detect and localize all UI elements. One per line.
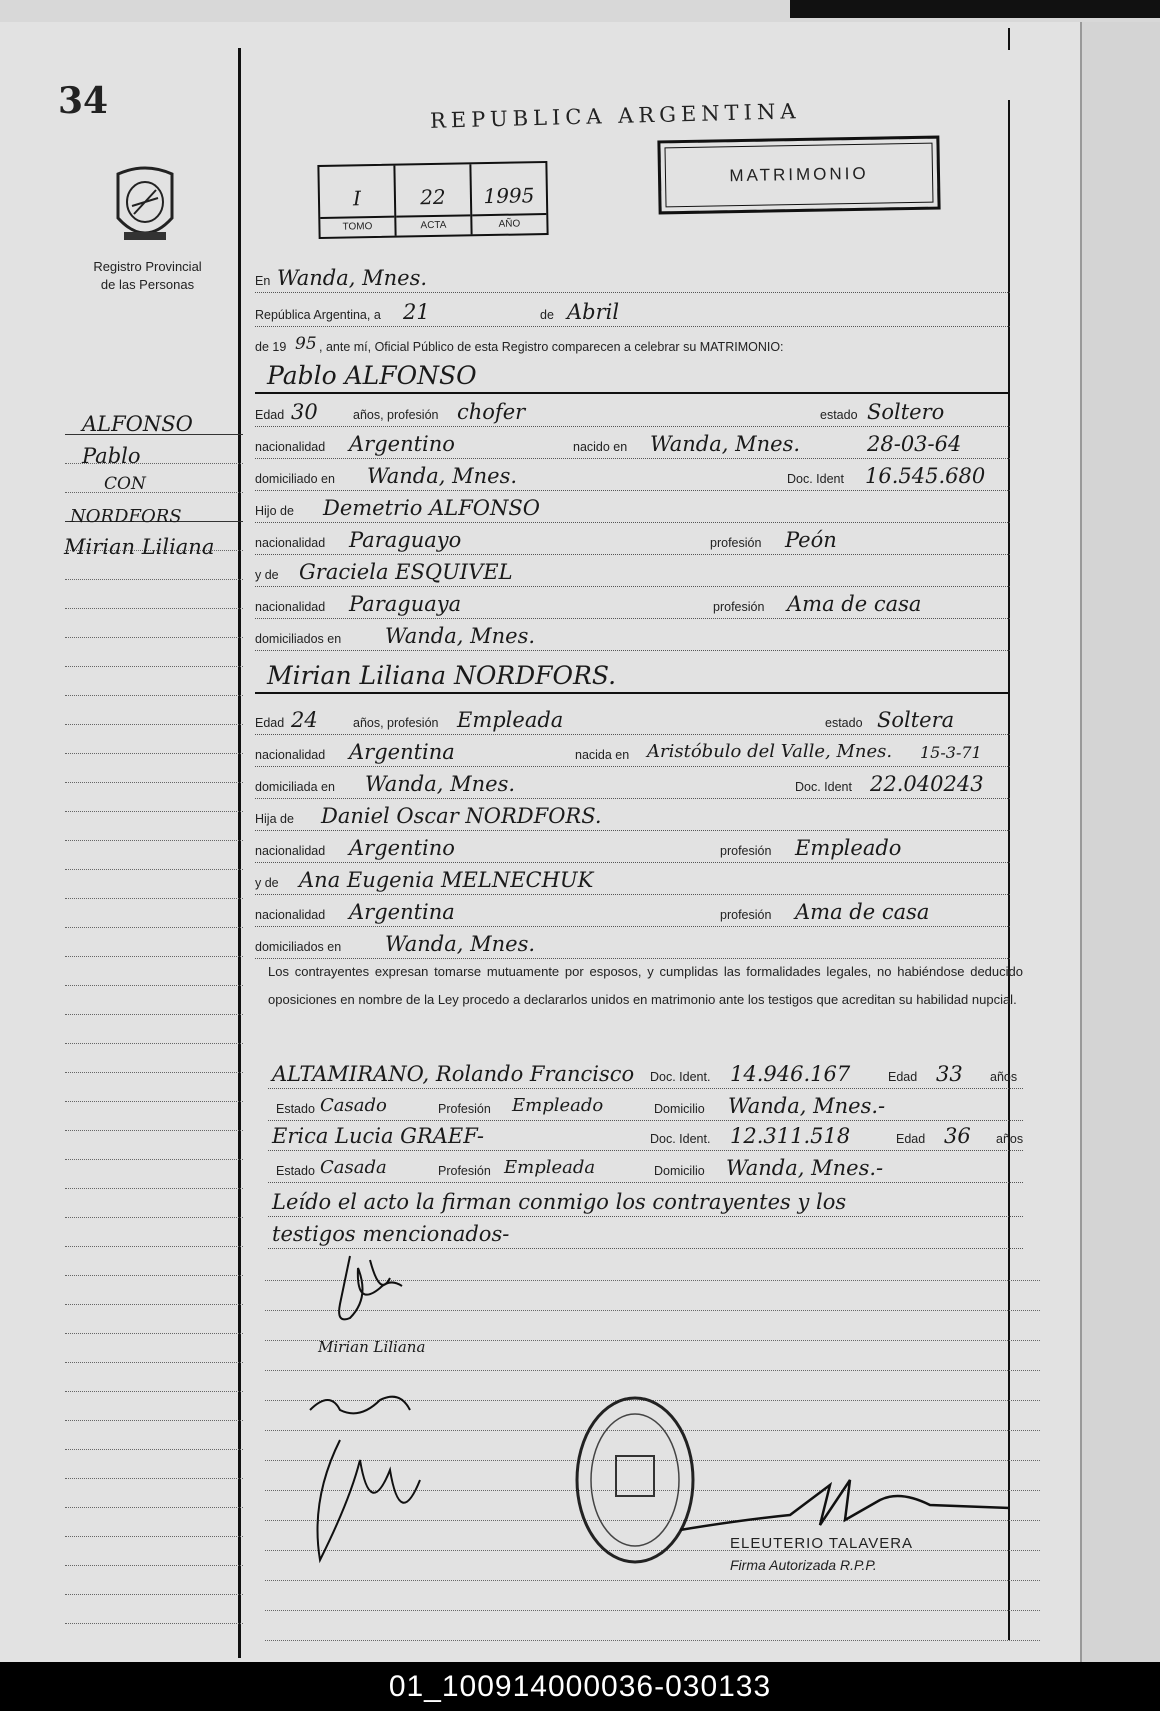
margin-rule-line <box>65 1536 243 1537</box>
year-value: 95 <box>295 334 317 354</box>
bride-row-age: Edad 24 años, profesión Empleada estado Soltera <box>255 704 1010 735</box>
tomo-acta-ano-box <box>317 161 548 239</box>
official-title: Firma Autorizada R.P.P. <box>730 1557 877 1573</box>
margin-surname-bride: NORDFORS <box>70 506 182 527</box>
bride-row-nationality: nacionalidad Argentina nacida en Aristóbulo del Valle, Mnes. 15-3-71 <box>255 736 1010 767</box>
margin-rule-line <box>65 666 243 667</box>
official-name: ELEUTERIO TALAVERA <box>730 1535 914 1552</box>
groom-row-domicile: domiciliado en Wanda, Mnes. Doc. Ident 16.545.680 <box>255 460 1010 491</box>
bride-row-father-nat: nacionalidad Argentino profesión Empleado <box>255 832 1010 863</box>
groom-name-row <box>255 362 1010 394</box>
ano-value: 1995 <box>483 183 535 209</box>
margin-rule-line <box>65 985 243 986</box>
margin-rule-line <box>65 898 243 899</box>
margin-rule-line <box>65 608 243 609</box>
witness1-row-name: ALTAMIRANO, Rolando Francisco Doc. Ident. 14.946.167 Edad 33 años <box>268 1058 1023 1089</box>
registry-label: Registro Provincial de las Personas <box>93 259 202 292</box>
margin-firstname-bride: Mirian Liliana <box>64 535 215 559</box>
page-number: 34 <box>58 80 109 122</box>
place-value: Wanda, Mnes. <box>277 266 428 290</box>
bride-row-father: Hija de Daniel Oscar NORDFORS. <box>255 800 1010 831</box>
official-signature-icon <box>680 1470 1010 1540</box>
month-value: Abril <box>567 300 620 324</box>
closing-row-1: Leído el acto la firman conmigo los contrayentes y los <box>268 1186 1023 1217</box>
bride-name-row <box>255 662 1010 694</box>
body-rule-line <box>265 1580 1040 1581</box>
bride-row-domicile: domiciliada en Wanda, Mnes. Doc. Ident 22.040243 <box>255 768 1010 799</box>
margin-rule-line <box>65 1275 243 1276</box>
groom-row-parents-domicile: domiciliados en Wanda, Mnes. <box>255 620 1010 651</box>
margin-rule-line <box>65 1333 243 1334</box>
margin-rule-line <box>65 1014 243 1015</box>
day-value: 21 <box>403 300 430 324</box>
witness2-row-details: Estado Casada Profesión Empleada Domicilio Wanda, Mnes.- <box>268 1152 1023 1183</box>
margin-rule-line <box>65 492 243 493</box>
margin-rule-line <box>65 811 243 812</box>
groom-row-mother: y de Graciela ESQUIVEL <box>255 556 1010 587</box>
margin-rule-line <box>65 1391 243 1392</box>
footer-id: 01_100914000036-030133 <box>0 1662 1160 1711</box>
margin-con: CON <box>104 474 146 494</box>
body-rule-line <box>265 1610 1040 1611</box>
body-rule-line <box>265 1370 1040 1371</box>
margin-rule-line <box>65 782 243 783</box>
margin-rule-line <box>65 1188 243 1189</box>
margin-rule-line <box>65 724 243 725</box>
signature-groom-icon <box>310 1248 430 1332</box>
acta-value: 22 <box>420 184 446 210</box>
margin-rule-line <box>65 1043 243 1044</box>
document-title: REPUBLICA ARGENTINA <box>429 99 801 133</box>
bride-row-parents-domicile: domiciliados en Wanda, Mnes. <box>255 928 1010 959</box>
bride-row-mother-nat: nacionalidad Argentina profesión Ama de casa <box>255 896 1010 927</box>
margin-rule-line <box>65 1478 243 1479</box>
margin-rule-line <box>65 579 243 580</box>
margin-rule-line <box>65 1217 243 1218</box>
margin-rule-line <box>65 1246 243 1247</box>
witness1-row-details: Estado Casado Profesión Empleado Domicilio Wanda, Mnes.- <box>268 1090 1023 1121</box>
signature-witnesses-icon <box>300 1380 450 1580</box>
tomo-label: TOMO <box>320 216 394 237</box>
tomo-value: I <box>352 186 362 211</box>
groom-row-mother-nat: nacionalidad Paraguaya profesión Ama de casa <box>255 588 1010 619</box>
margin-rule-line <box>65 1159 243 1160</box>
margin-rule-line <box>65 840 243 841</box>
groom-row-nationality: nacionalidad Argentino nacido en Wanda, Mnes. 28-03-64 <box>255 428 1010 459</box>
signature-bride: Mirian Liliana <box>318 1338 426 1356</box>
margin-rule-line <box>65 1072 243 1073</box>
row-place: En Wanda, Mnes. <box>255 262 1010 293</box>
margin-rule-line <box>65 1594 243 1595</box>
margin-rule-line <box>65 637 243 638</box>
margin-rule-line <box>65 753 243 754</box>
margin-firstname-groom: Pablo <box>82 444 141 468</box>
margin-rule-line <box>65 1101 243 1102</box>
margin-rule-line <box>65 956 243 957</box>
groom-row-father-nat: nacionalidad Paraguayo profesión Peón <box>255 524 1010 555</box>
margin-rule-line <box>65 927 243 928</box>
bride-row-mother: y de Ana Eugenia MELNECHUK <box>255 864 1010 895</box>
dark-edge <box>790 0 1160 18</box>
groom-name: Pablo ALFONSO <box>267 361 477 390</box>
margin-rule-line <box>65 1623 243 1624</box>
row-year: de 19 95 , ante mí, Oficial Público de esta Registro comparecen a celebrar su MATRIMONIO: <box>255 334 784 354</box>
row-date: República Argentina, a 21 de Abril <box>255 296 1010 327</box>
statement-paragraph: Los contrayentes expresan tomarse mutuamente por esposos, y cumplidas las formalidades legales, no habiéndose deducido oposiciones en nombre de la Ley procedo a declararlos unidos en matrimonio ante los testigos que acreditan su habilidad nupcial. <box>268 964 1023 1007</box>
acta-label: ACTA <box>396 214 470 235</box>
margin-surname-groom: ALFONSO <box>82 412 193 436</box>
record-type-box: MATRIMONIO <box>657 136 940 215</box>
groom-row-age: Edad 30 años, profesión chofer estado Soltero <box>255 396 1010 427</box>
margin-rule-line <box>65 1507 243 1508</box>
ano-label: AÑO <box>472 213 546 234</box>
margin-rule-line <box>65 1304 243 1305</box>
facing-page-edge <box>1080 22 1160 1662</box>
margin-rule-line <box>65 1420 243 1421</box>
margin-rule-line <box>65 1362 243 1363</box>
witness2-row-name: Erica Lucia GRAEF- Doc. Ident. 12.311.518 Edad 36 años <box>268 1120 1023 1151</box>
margin-rule-line <box>65 695 243 696</box>
provincial-seal-icon <box>108 162 182 253</box>
margin-rule-line <box>65 1130 243 1131</box>
bride-name: Mirian Liliana NORDFORS. <box>267 661 617 690</box>
margin-rule <box>238 48 241 1658</box>
top-tick <box>1008 28 1010 50</box>
margin-rule-line <box>65 869 243 870</box>
groom-row-father: Hijo de Demetrio ALFONSO <box>255 492 1010 523</box>
margin-rule-line <box>65 1565 243 1566</box>
body-rule-line <box>265 1640 1040 1641</box>
closing-row-2: testigos mencionados- <box>268 1218 1023 1249</box>
margin-rule-line <box>65 1449 243 1450</box>
